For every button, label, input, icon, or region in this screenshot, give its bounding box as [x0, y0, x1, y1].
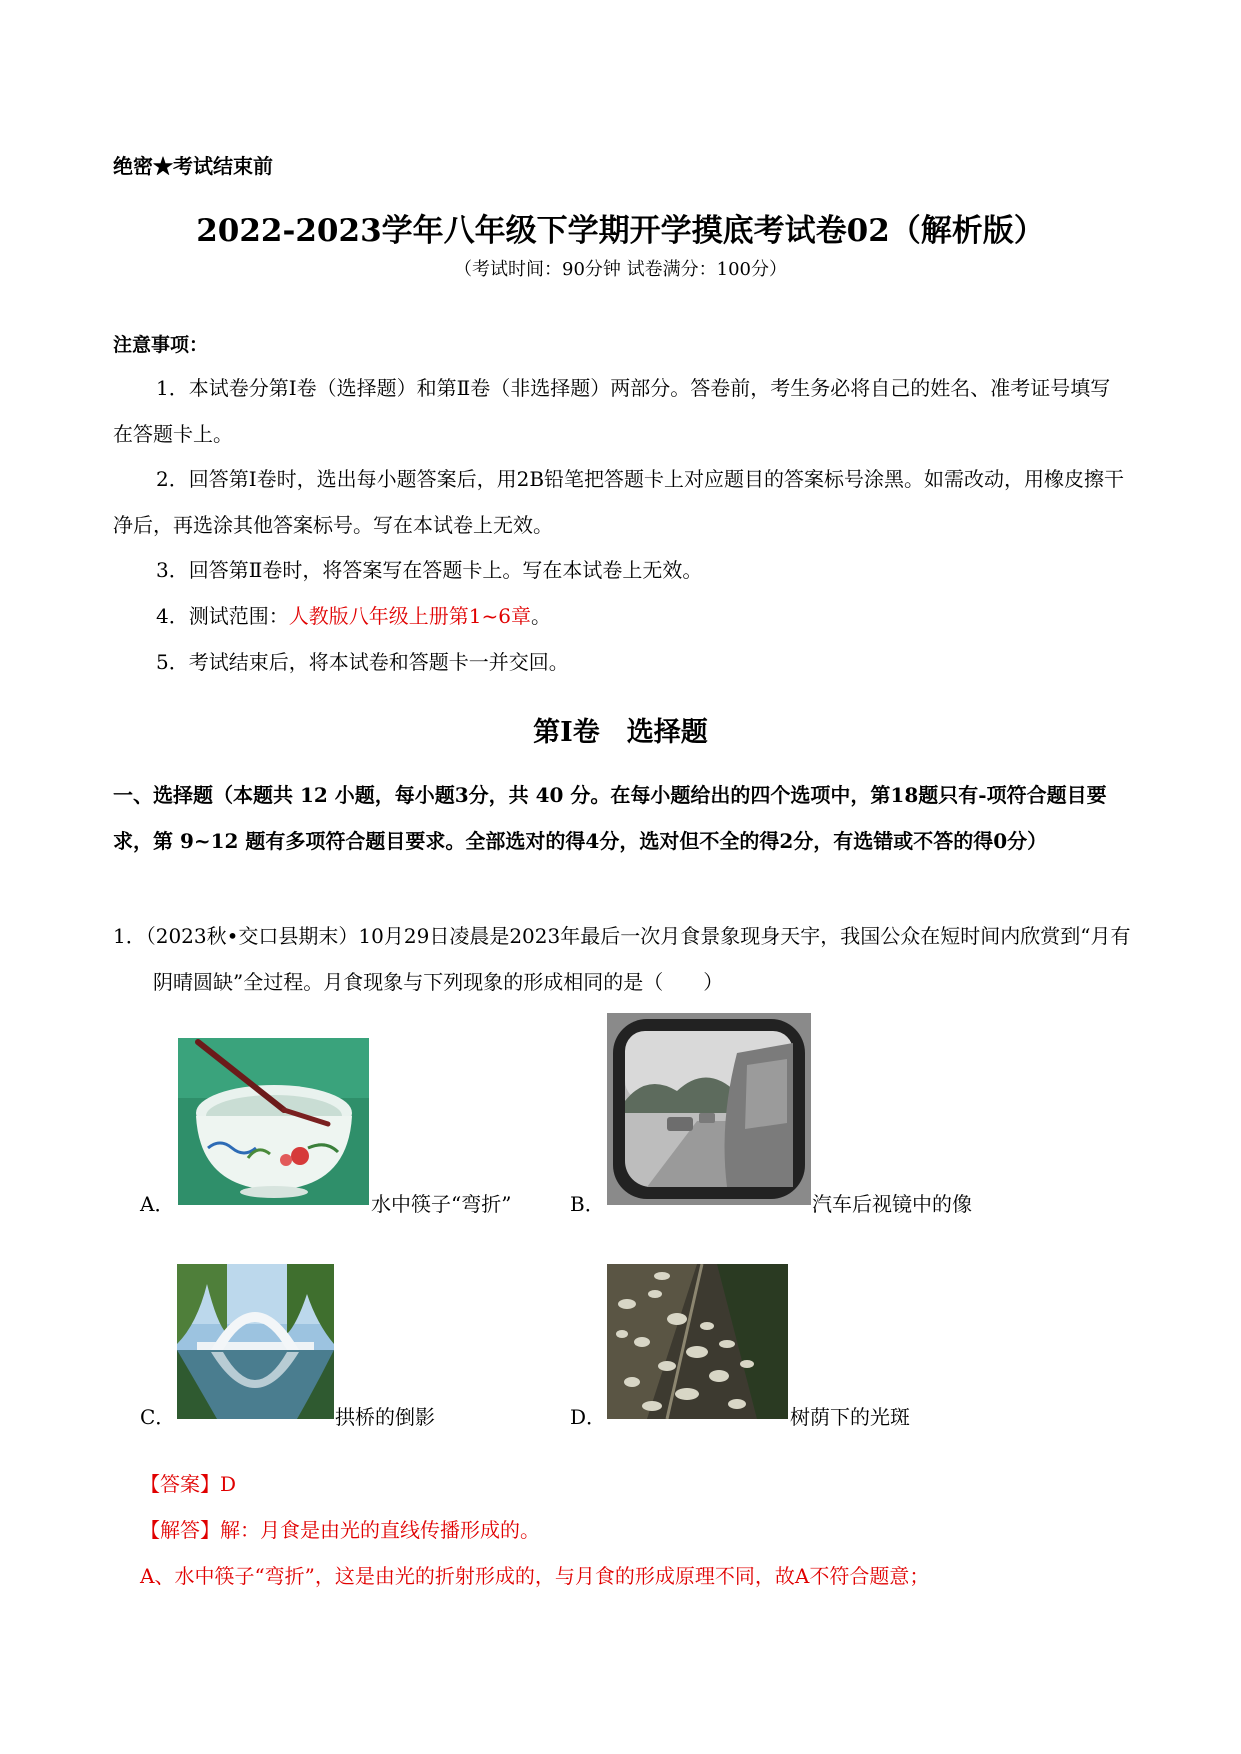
exam-info: （考试时间：90分钟 试卷满分：100分）: [454, 259, 787, 280]
notice-item-4-prefix: 4．测试范围：: [156, 604, 289, 628]
notice-item-1: 1．本试卷分第Ⅰ卷（选择题）和第Ⅱ卷（非选择题）两部分。答卷前，考生务必将自己的姓名、准考证号填写在答题卡上。: [113, 376, 1111, 446]
test-scope: 人教版八年级上册第1~6章: [288, 604, 531, 628]
answer: 【答案】D: [140, 1472, 237, 1496]
option-a-letter: A．: [140, 1192, 175, 1216]
option-a-image: [178, 1038, 369, 1205]
option-b-text: 汽车后视镜中的像: [812, 1192, 972, 1216]
analysis-option-a: A、水中筷子“弯折”，这是由光的折射形成的，与月食的形成原理不同，故A不符合题意；: [140, 1564, 930, 1588]
question-1-text: 1．（2023秋•交口县期末）10月29日凌晨是2023年最后一次月食景象现身天宇，我国公众在短时间内欣赏到“月有阴晴圆缺”全过程。月食现象与下列现象的形成相同的是（ ）: [113, 924, 1131, 994]
notice-item-5: 5．考试结束后，将本试卷和答题卡一并交回。: [156, 650, 569, 674]
option-c-image: [177, 1264, 334, 1419]
option-d-letter: D．: [570, 1405, 607, 1429]
analysis: 【解答】解：月食是由光的直线传播形成的。: [140, 1518, 540, 1542]
option-c-text: 拱桥的倒影: [335, 1405, 435, 1429]
option-b-letter: B．: [570, 1192, 605, 1216]
option-d-text: 树荫下的光斑: [790, 1405, 910, 1429]
question-group-heading: 一、选择题（本题共 12 小题，每小题3分，共 40 分。在每小题给出的四个选项中，第18题只有-项符合题目要求，第 9~12 题有多项符合题目要求。全部选对的得4分，选对但不全的得2分，有选错或不答的得0分）: [113, 783, 1107, 853]
option-c-letter: C．: [140, 1405, 176, 1429]
notice-item-4: [113, 593, 1128, 639]
section-title: 第Ⅰ卷 选择题: [533, 717, 708, 748]
page-title: 2022-2023学年八年级下学期开学摸底考试卷02（解析版）: [196, 213, 1045, 249]
notice-heading: 注意事项：: [113, 334, 209, 356]
option-d-image: [607, 1264, 788, 1419]
confidential-mark: 绝密★考试结束前: [113, 154, 273, 178]
notice-item-3: 3．回答第Ⅱ卷时，将答案写在答题卡上。写在本试卷上无效。: [156, 558, 703, 582]
option-b-image: [607, 1013, 811, 1205]
notice-item-4-suffix: 。: [530, 604, 551, 628]
option-a-text: 水中筷子“弯折”: [371, 1192, 512, 1216]
notice-item-2: 2．回答第Ⅰ卷时，选出每小题答案后，用2B铅笔把答题卡上对应题目的答案标号涂黑。如需改动，用橡皮擦干净后，再选涂其他答案标号。写在本试卷上无效。: [113, 467, 1125, 537]
